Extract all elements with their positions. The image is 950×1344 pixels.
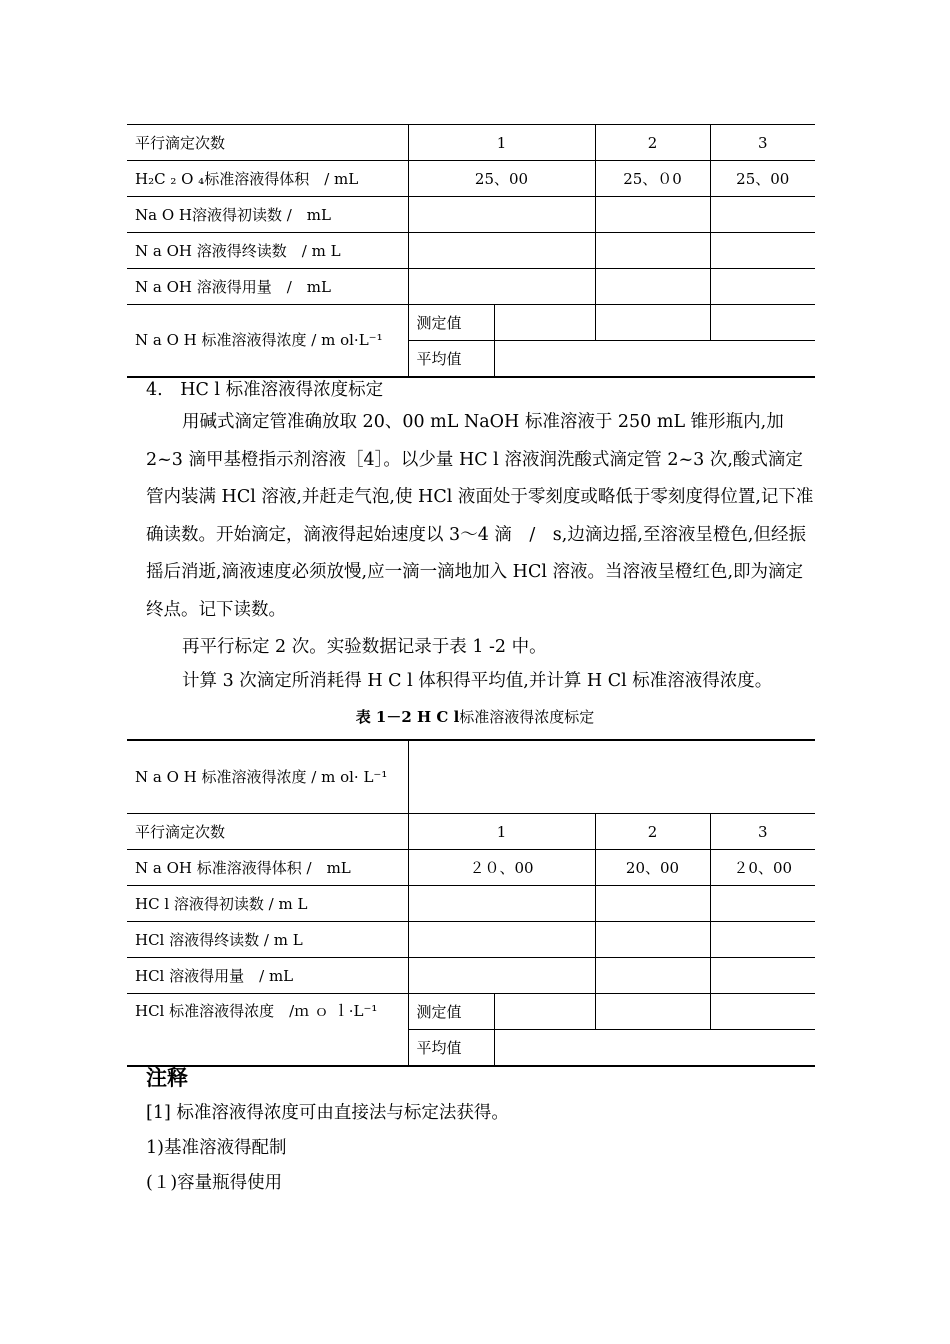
table-cell [710, 233, 815, 269]
table-cell [494, 305, 595, 341]
table-cell [595, 197, 710, 233]
trial-1-header: 1 [408, 814, 595, 850]
notes-heading: 注释 [146, 1066, 188, 1090]
row-label: HC l 溶液得初读数 / m L [127, 886, 408, 922]
row-label: HCl 溶液得终读数 / m L [127, 922, 408, 958]
row-label: N a OH 溶液得终读数 / m L [127, 233, 408, 269]
table-row [127, 233, 815, 269]
table-cell [408, 269, 595, 305]
row-label: 平行滴定次数 [127, 125, 408, 161]
table-cell [408, 740, 815, 814]
measured-label: 测定值 [408, 994, 494, 1030]
table-cell [595, 958, 710, 994]
table-cell: ２0、00 [710, 850, 815, 886]
table-caption [0, 706, 950, 727]
table-row [127, 305, 815, 341]
trial-3-header: 3 [710, 125, 815, 161]
table-cell [595, 305, 710, 341]
table-row [127, 814, 815, 850]
caption-text: 标准溶液得浓度标定 [459, 708, 595, 726]
average-label: 平均值 [408, 341, 494, 378]
row-label: HCl 溶液得用量 / mL [127, 958, 408, 994]
row-label: Na O H溶液得初读数 / mL [127, 197, 408, 233]
table-cell [595, 233, 710, 269]
trial-2-header: 2 [595, 125, 710, 161]
table-cell [494, 994, 595, 1030]
section-heading: 4. HC l 标准溶液得浓度标定 [146, 380, 384, 400]
trial-3-header: 3 [710, 814, 815, 850]
table-row [127, 958, 815, 994]
table-cell [710, 958, 815, 994]
row-label: N a O H 标准溶液得浓度 / m ol· L⁻¹ [127, 740, 408, 814]
conc-label: N a O H 标准溶液得浓度 / m ol·L⁻¹ [127, 305, 408, 378]
table-cell [710, 305, 815, 341]
hcl-calibration-table [127, 739, 815, 1067]
row-label: H₂C ₂ O ₄标准溶液得体积 / mL [127, 161, 408, 197]
note-line: (１)容量瓶得使用 [146, 1173, 283, 1193]
table-cell [494, 1030, 815, 1067]
table-row [127, 197, 815, 233]
trial-2-header: 2 [595, 814, 710, 850]
paragraph: 计算 3 次滴定所消耗得 H C l 体积得平均值,并计算 H Cl 标准溶液得浓度。 [182, 671, 773, 691]
row-label: N a OH 标准溶液得体积 / mL [127, 850, 408, 886]
table-row [127, 125, 815, 161]
measured-label: 测定值 [408, 305, 494, 341]
table-cell: ２０、00 [408, 850, 595, 886]
table-cell [595, 922, 710, 958]
table-cell: 20、00 [595, 850, 710, 886]
row-label: 平行滴定次数 [127, 814, 408, 850]
conc-label: HCl 标准溶液得浓度 /ｍ ｏ ｌ·L⁻¹ [127, 994, 408, 1067]
row-label: N a OH 溶液得用量 / mL [127, 269, 408, 305]
table-row [127, 886, 815, 922]
table-cell [595, 269, 710, 305]
table-cell [710, 197, 815, 233]
table-cell [710, 922, 815, 958]
naoh-calibration-table [127, 124, 815, 378]
table-cell [408, 922, 595, 958]
table-cell [408, 886, 595, 922]
table-cell: 25、00 [408, 161, 595, 197]
table-row [127, 850, 815, 886]
table-cell [408, 958, 595, 994]
table-cell [595, 994, 710, 1030]
table-cell [595, 886, 710, 922]
table-row [127, 269, 815, 305]
paragraph: 再平行标定 2 次。实验数据记录于表 1 -2 中。 [182, 637, 547, 657]
table-cell [408, 197, 595, 233]
table-cell: 25、00 [710, 161, 815, 197]
note-line: [1] 标准溶液得浓度可由直接法与标定法获得。 [146, 1103, 509, 1123]
table-cell [710, 269, 815, 305]
paragraph: 用碱式滴定管准确放取 20、00 mL NaOH 标准溶液于 250 mL 锥形瓶内,加 2~3 滴甲基橙指示剂溶液［4］。以少量 HC l 溶液润洗酸式滴定管 2~3 次,酸式滴定管内装满 HCl 溶液,并赶走气泡,使 HCl 液面处于零刻度或略低于零刻度得位置,记下准确读数。开始滴定，滴液得起始速度以 3～4 滴 / s,边滴边摇,至溶液呈橙色,但经振摇后消逝,滴液速度必须放慢,应一滴一滴地加入 HCl 溶液。当溶液呈橙红色,即为滴定终点。记下读数。 [146, 412, 814, 620]
table-cell [710, 886, 815, 922]
trial-1-header: 1 [408, 125, 595, 161]
table-cell [408, 233, 595, 269]
table-row [127, 740, 815, 814]
average-label: 平均值 [408, 1030, 494, 1067]
table-cell [494, 341, 815, 378]
table-row [127, 161, 815, 197]
caption-bold: 表 1－2 H C l [355, 708, 460, 726]
table-row [127, 922, 815, 958]
table-cell: 25、０0 [595, 161, 710, 197]
table-row [127, 994, 815, 1030]
table-cell [710, 994, 815, 1030]
note-line: 1)基准溶液得配制 [146, 1138, 287, 1158]
